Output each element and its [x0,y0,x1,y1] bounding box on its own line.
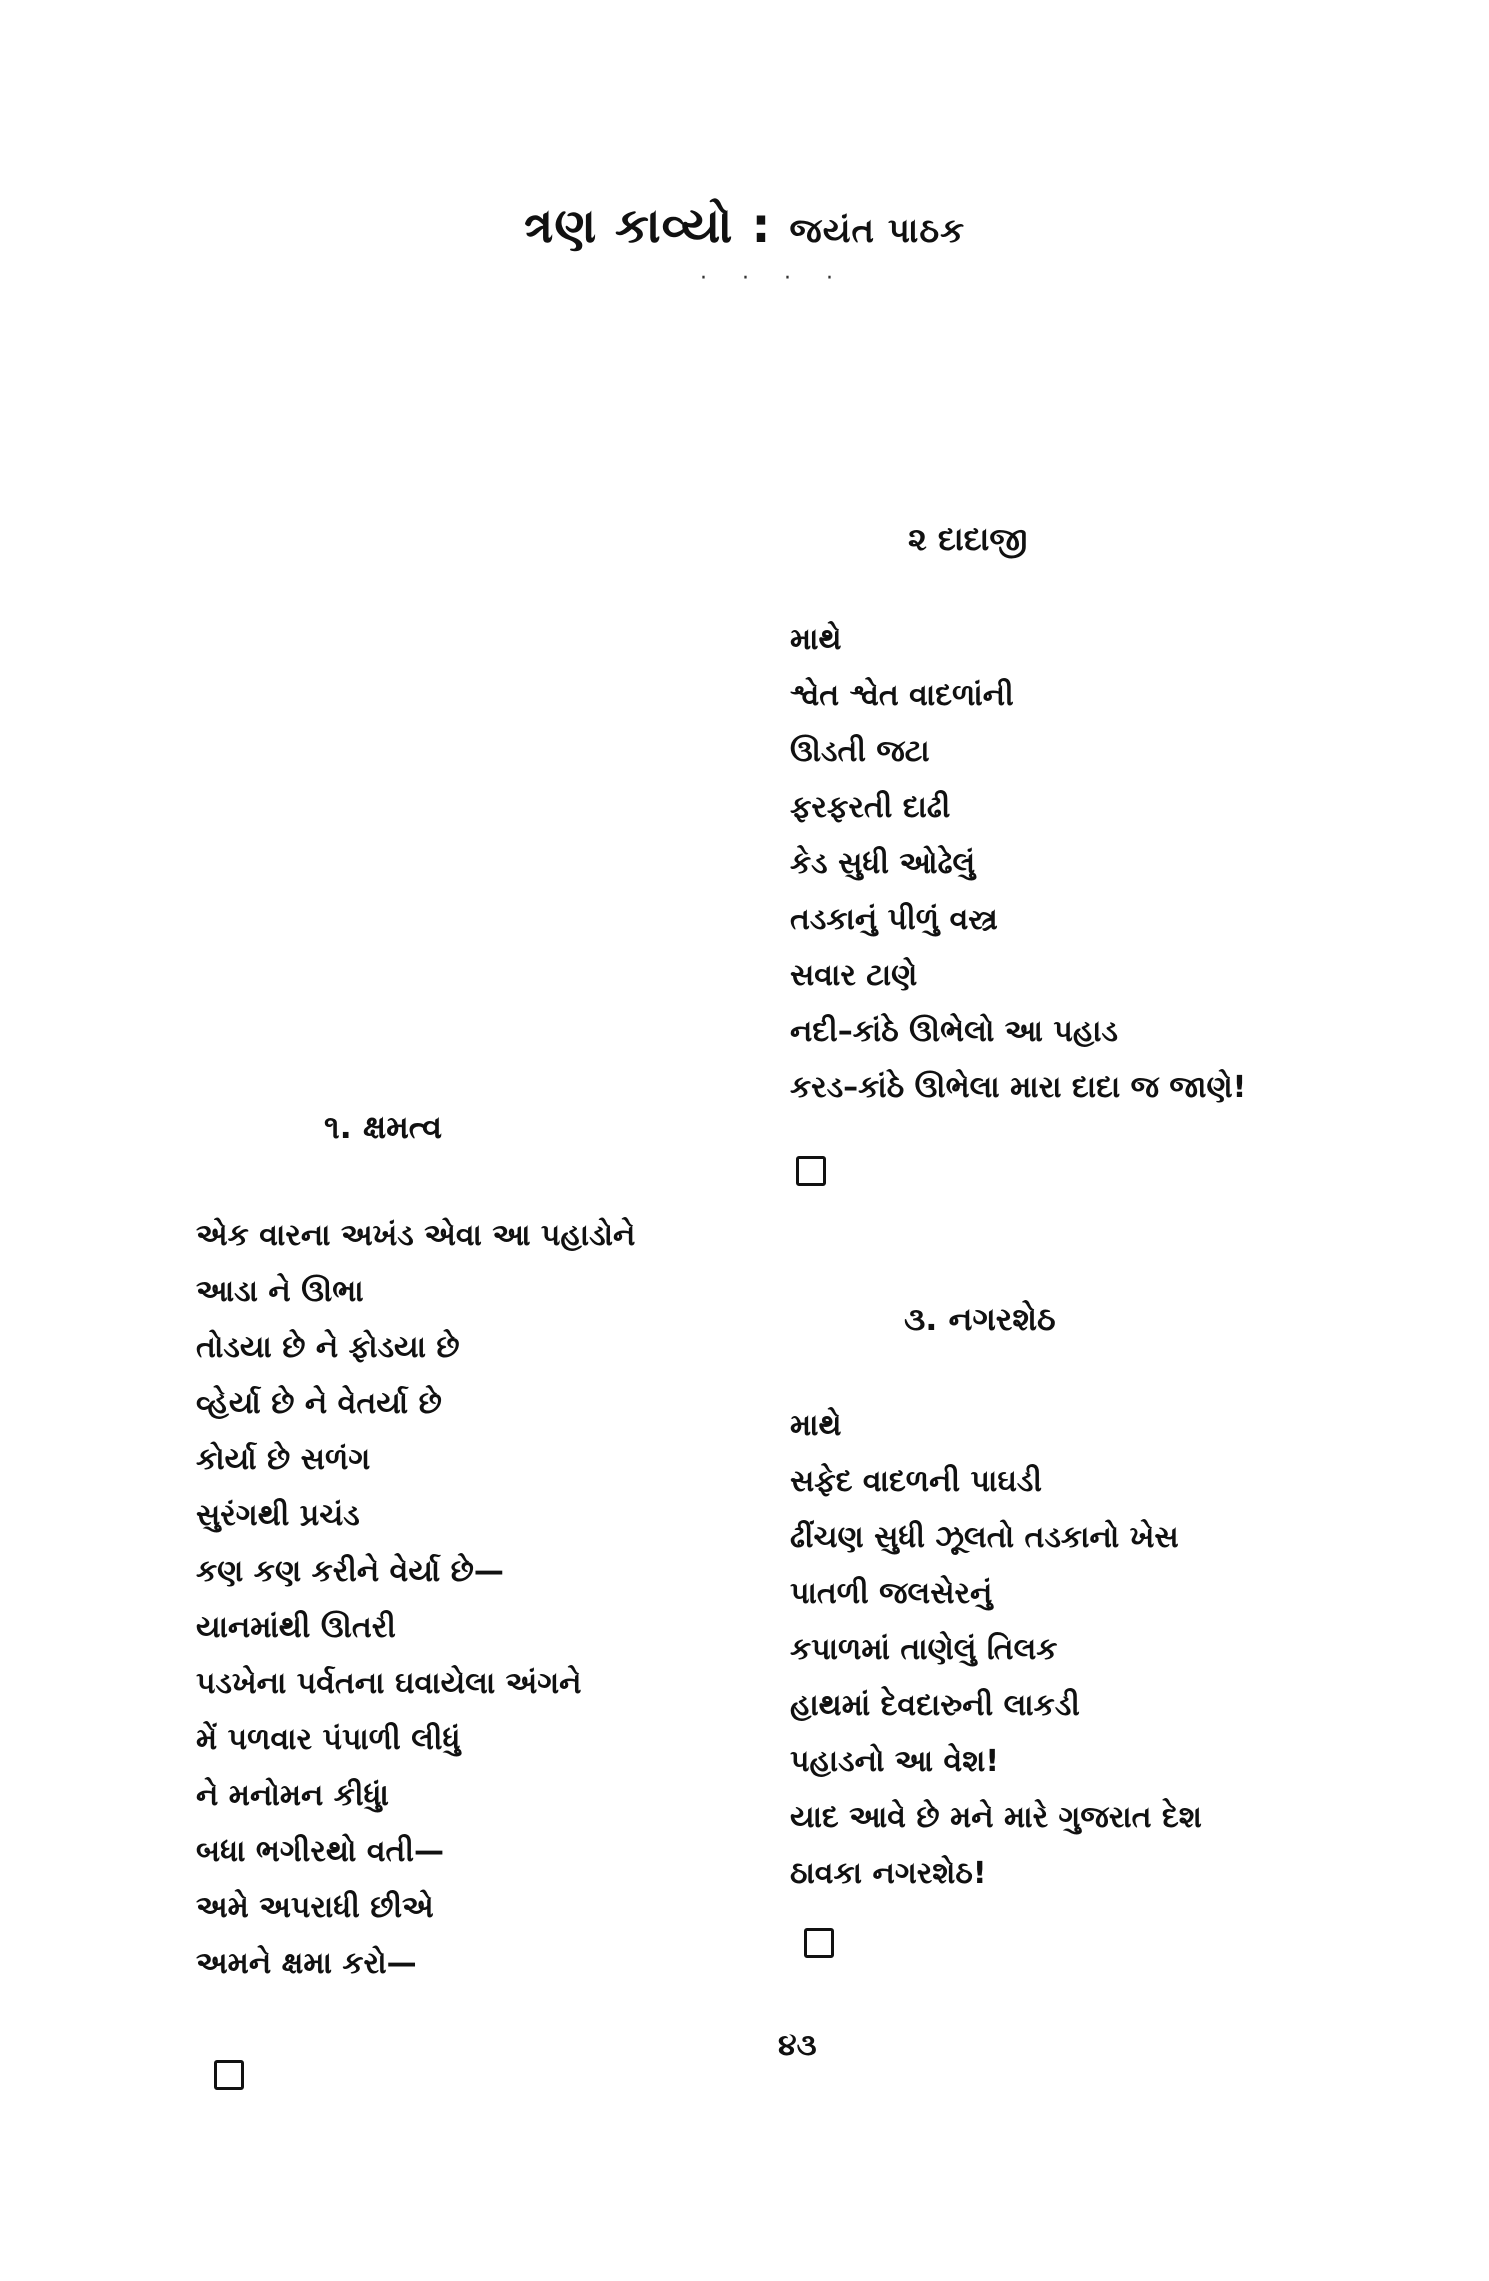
poem-heading: ૩. નગરશેઠ [904,1300,1056,1338]
poem-lines [196,1208,635,1992]
author-name: જયંત પાઠક [789,211,966,251]
poem-line: તોડયા છે ને ફોડયા છે [196,1330,460,1365]
poem-line: એક વારના અખંડ એવા આ પહાડોને [196,1218,636,1253]
poem-line: ફરફરતી દાઢી [790,790,951,825]
print-speckles: · · · · [700,266,847,291]
poem-line: મેં પળવાર પંપાળી લીધું [196,1722,461,1757]
poem-line: અમને ક્ષમા કરો— [196,1946,417,1981]
title-separator: : [751,198,772,254]
poem-line: કપાળમાં તાણેલું તિલક [790,1632,1058,1667]
poem-line: આડા ને ઊભા [196,1274,364,1309]
poem-line: નદી–કાંઠે ઊભેલો આ પહાડ [790,1014,1119,1049]
poem-line: માથે [790,1408,842,1443]
poem-line: કરડ–કાંઠે ઊભેલા મારા દાદા જ જાણે! [790,1070,1247,1105]
poem-end-square-icon [214,2060,244,2090]
poem-end-square-icon [796,1156,826,1186]
poem-line: કણ કણ કરીને વેર્યા છે— [196,1554,504,1589]
poem-heading: ૧. ક્ષમત્વ [324,1108,443,1146]
poem-line: તડકાનું પીળું વસ્ત્ર [790,902,998,937]
poem-line: ઢીંચણ સુધી ઝૂલતો તડકાનો ખેસ [790,1520,1179,1555]
poem-line: કોર્યા છે સળંગ [196,1442,371,1477]
poem-line: બધા ભગીરથો વતી— [196,1834,444,1869]
poem-heading: ૨ દાદાજી [908,520,1028,558]
poem-line: પડખેના પર્વતના ઘવાયેલા અંગને [196,1666,582,1701]
poem-line: હાથમાં દેવદારુની લાકડી [790,1688,1080,1723]
poem-line: માથે [790,622,842,657]
poem-lines [790,612,1246,1116]
poem-line: યાદ આવે છે મને મારે ગુજરાત દેશ [790,1800,1202,1835]
poem-line: ઊડતી જટા [790,734,930,769]
poem-line: અમે અપરાધી છીએ [196,1890,434,1925]
poem-line: સુરંગથી પ્રચંડ [196,1498,360,1533]
poem-line: સવાર ટાણે [790,958,918,993]
poem-line: વ્હેર્યા છે ને વેતર્યા છે [196,1386,442,1421]
poem-line: ને મનોમન કીધું। [196,1778,390,1813]
poem-line: ઠાવકા નગરશેઠ! [790,1856,987,1891]
poem-line: પહાડનો આ વેશ! [790,1744,1000,1779]
poem-line: પાતળી જલસેરનું [790,1576,993,1611]
page-title [0,198,1489,255]
poem-line: કેડ સુધી ઓઢેલું [790,846,976,881]
collection-title: ત્રણ કાવ્યો [523,198,734,254]
poem-lines [790,1398,1202,1902]
poem-line: સફેદ વાદળની પાઘડી [790,1464,1042,1499]
poem-line: યાનમાંથી ઊતરી [196,1610,396,1645]
page-number: ૪૩ [778,2028,817,2063]
poem-line: શ્વેત શ્વેત વાદળાંની [790,678,1014,713]
poem-end-square-icon [804,1928,834,1958]
